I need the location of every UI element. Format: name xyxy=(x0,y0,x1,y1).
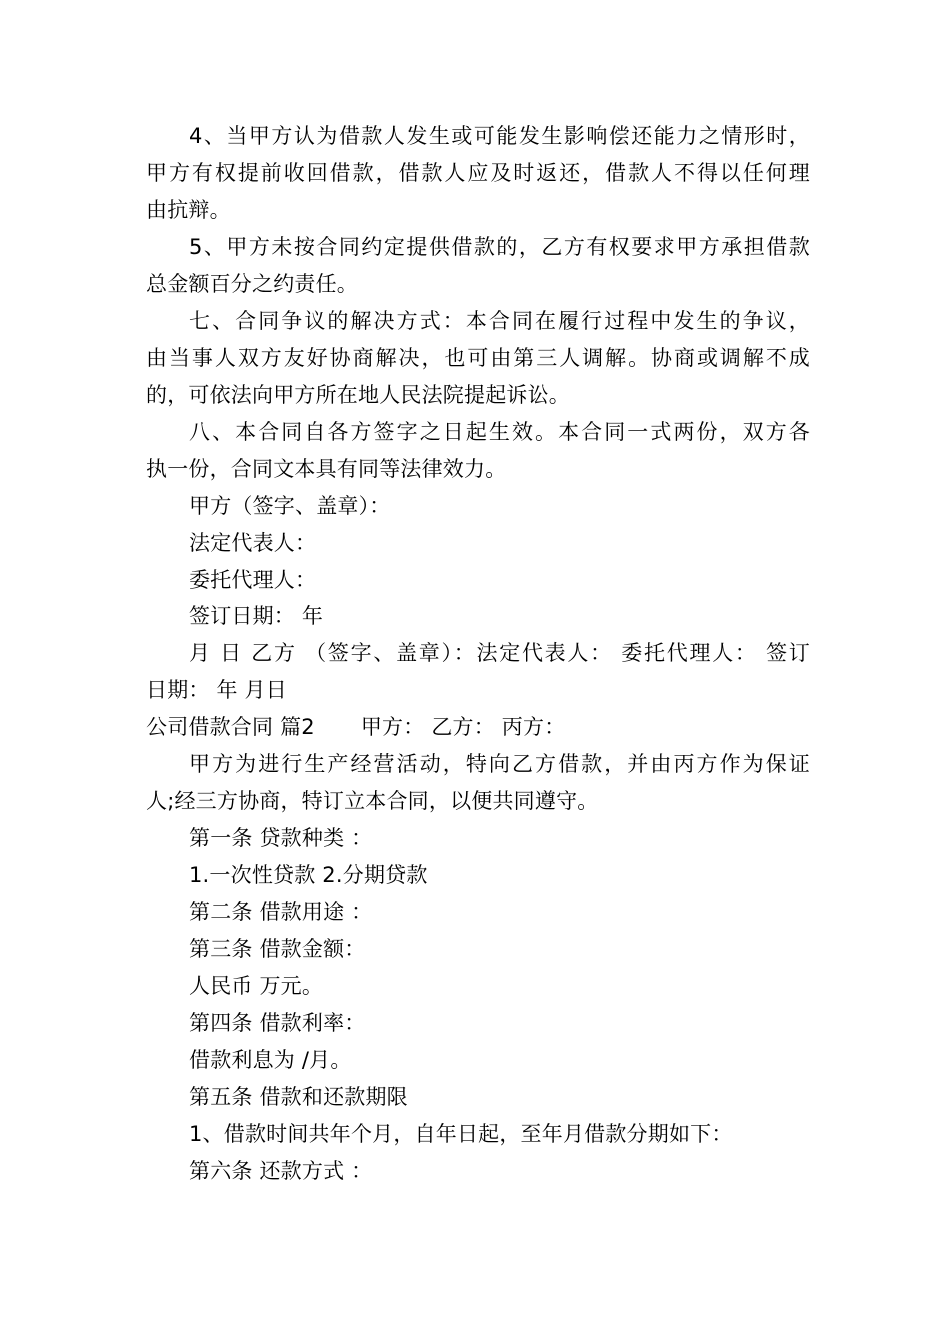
section-title: 公司借款合同 篇2 xyxy=(146,715,315,739)
clause-heading: 第一条 贷款种类 ： xyxy=(189,826,373,850)
clause-item: 人民币 万元。 xyxy=(189,974,324,998)
paragraph-line: 八、本合同自各方签字之日起生效。本合同一式两份，双方各 xyxy=(189,420,810,444)
parties-line: 甲方： 乙方： 丙方： xyxy=(360,715,566,739)
section-heading xyxy=(146,712,810,742)
paragraph-line: 的，可依法向甲方所在地人民法院提起诉讼。 xyxy=(146,383,570,407)
clause-heading: 第六条 还款方式 ： xyxy=(189,1159,373,1183)
legal-representative-line: 法定代表人： xyxy=(189,531,317,555)
paragraph-line: 由抗辩。 xyxy=(146,198,231,222)
paragraph-line: 日期： 年 月日 xyxy=(146,678,287,702)
clause-item: 借款利息为 /月。 xyxy=(189,1048,352,1072)
clause-heading: 第四条 借款利率： xyxy=(189,1011,366,1035)
paragraph-line: 5、甲方未按合同约定提供借款的，乙方有权要求甲方承担借款 xyxy=(189,235,810,259)
paragraph-line: 4、当甲方认为借款人发生或可能发生影响偿还能力之情形时， xyxy=(189,124,810,148)
clause-heading: 第五条 借款和还款期限 xyxy=(189,1085,408,1109)
signing-date-line: 签订日期： 年 xyxy=(189,604,324,628)
clause-heading: 第三条 借款金额： xyxy=(189,937,366,961)
clause-item: 1.一次性贷款 2.分期贷款 xyxy=(189,863,428,887)
paragraph-line: 月 日 乙方 （签字、盖章）：法定代表人： 委托代理人： 签订 xyxy=(189,641,810,665)
paragraph-line: 人;经三方协商，特订立本合同，以便共同遵守。 xyxy=(146,789,599,813)
authorized-agent-line: 委托代理人： xyxy=(189,568,317,592)
clause-heading: 第二条 借款用途 ： xyxy=(189,900,373,924)
paragraph-line: 总金额百分之约责任。 xyxy=(146,272,358,296)
paragraph-line: 甲方有权提前收回借款，借款人应及时返还，借款人不得以任何理 xyxy=(146,161,810,185)
signature-party-a: 甲方（签字、盖章）： xyxy=(189,494,391,518)
paragraph-line: 甲方为进行生产经营活动，特向乙方借款，并由丙方作为保证 xyxy=(189,752,810,776)
clause-item: 1、借款时间共年个月，自年日起，至年月借款分期如下： xyxy=(189,1122,733,1146)
paragraph-line: 七、合同争议的解决方式：本合同在履行过程中发生的争议， xyxy=(189,309,810,333)
paragraph-line: 执一份，合同文本具有同等法律效力。 xyxy=(146,457,507,481)
paragraph-line: 由当事人双方友好协商解决，也可由第三人调解。协商或调解不成 xyxy=(146,346,810,370)
